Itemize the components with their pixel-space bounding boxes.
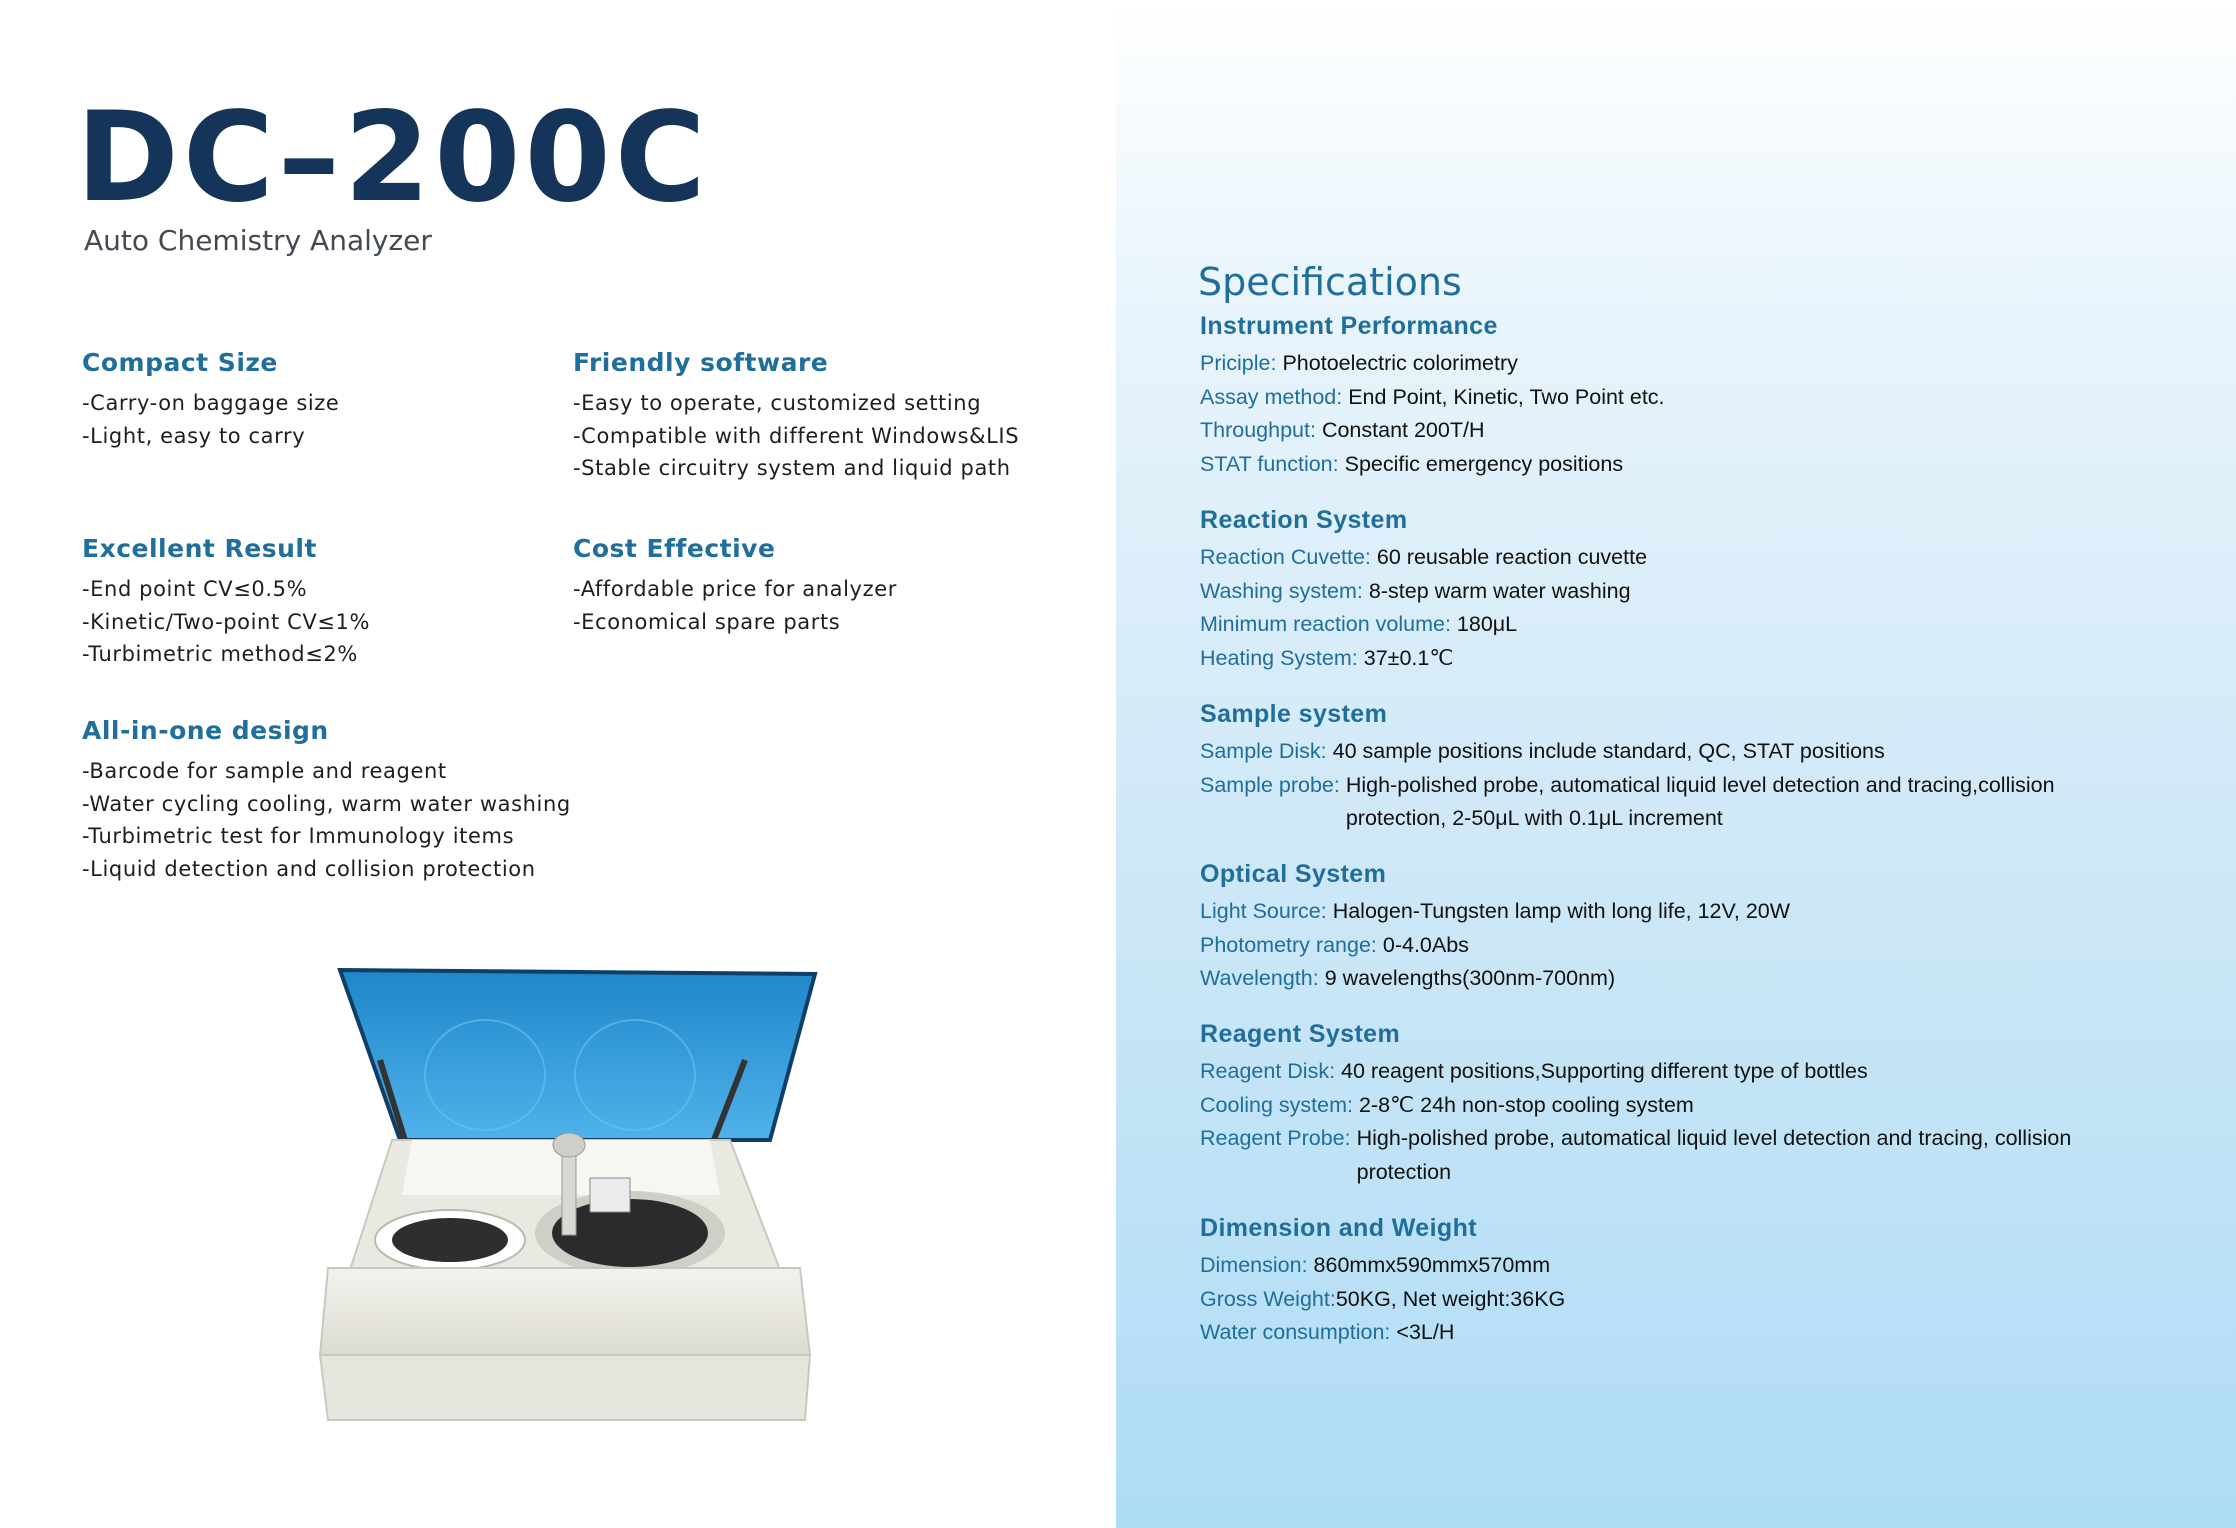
spec-section-title: Reagent System bbox=[1200, 1020, 1401, 1048]
spec-value: 40 sample positions include standard, QC, STAT positions bbox=[1332, 739, 1885, 763]
spec-row bbox=[1200, 1055, 2210, 1089]
spec-value: 37±0.1℃ bbox=[1363, 645, 1454, 670]
spec-label: Gross Weight: bbox=[1200, 1286, 1336, 1311]
spec-section-dimension-weight bbox=[1200, 1214, 2210, 1350]
spec-value: 860mmx590mmx570mm bbox=[1313, 1253, 1551, 1277]
spec-row bbox=[1200, 448, 2210, 482]
spec-section-title: Optical System bbox=[1200, 860, 1387, 888]
left-panel bbox=[0, 0, 1116, 1528]
feature-compact-size bbox=[82, 348, 562, 452]
spec-value: Constant 200T/H bbox=[1321, 418, 1485, 442]
spec-row bbox=[1200, 381, 2210, 415]
feature-item: -Water cycling cooling, warm water washing bbox=[82, 791, 571, 816]
spec-label: Water consumption: bbox=[1200, 1320, 1391, 1344]
spec-row bbox=[1200, 575, 2210, 609]
feature-title: All-in-one design bbox=[82, 716, 329, 745]
feature-title: Excellent Result bbox=[82, 534, 317, 563]
spec-row bbox=[1200, 608, 2210, 642]
spec-row bbox=[1200, 347, 2210, 381]
spec-section-title: Reaction System bbox=[1200, 506, 1408, 534]
feature-friendly-software bbox=[573, 348, 1053, 485]
spec-row bbox=[1200, 962, 2210, 996]
spec-label: Heating System: bbox=[1200, 645, 1358, 670]
spec-section-reagent-system bbox=[1200, 1020, 2210, 1189]
spec-label: Reagent Probe: bbox=[1200, 1126, 1351, 1150]
spec-value: Halogen-Tungsten lamp with long life, 12V, 20W bbox=[1332, 899, 1791, 923]
spec-row bbox=[1200, 895, 2210, 929]
spec-value: High-polished probe, automatical liquid level detection and tracing, collision protection bbox=[1356, 1126, 2072, 1184]
spec-value: 50KG, Net weight:36KG bbox=[1335, 1286, 1566, 1311]
spec-section-title: Sample system bbox=[1200, 700, 1388, 728]
spec-label: Wavelength: bbox=[1200, 966, 1319, 990]
spec-value: 2-8℃ 24h non-stop cooling system bbox=[1358, 1092, 1694, 1117]
feature-item: -Carry-on baggage size bbox=[82, 391, 340, 415]
feature-item: -Affordable price for analyzer bbox=[573, 577, 897, 601]
spec-label: Cooling system: bbox=[1200, 1092, 1353, 1117]
feature-item: -Compatible with different Windows&LIS bbox=[573, 423, 1020, 448]
feature-item: -Kinetic/Two-point CV≤1% bbox=[82, 609, 371, 634]
feature-item: -Turbimetric method≤2% bbox=[82, 642, 358, 666]
spec-label: Throughput: bbox=[1200, 418, 1316, 442]
spec-row bbox=[1200, 1249, 2210, 1283]
spec-label: Washing system: bbox=[1200, 578, 1363, 603]
spec-row bbox=[1200, 541, 2210, 575]
spec-label: Photometry range: bbox=[1200, 932, 1377, 957]
model-title: DC–200C bbox=[76, 86, 710, 230]
feature-cost-effective bbox=[573, 534, 1053, 638]
spec-value: High-polished probe, automatical liquid level detection and tracing,collision protection, 2-50μL with 0.1μL increment bbox=[1345, 772, 2055, 830]
spec-row bbox=[1200, 1089, 2210, 1123]
spec-row bbox=[1200, 769, 2210, 836]
spec-label: Assay method: bbox=[1200, 384, 1343, 409]
feature-title: Cost Effective bbox=[573, 534, 776, 563]
spec-value: Photoelectric colorimetry bbox=[1282, 351, 1518, 375]
specifications-title: Specifications bbox=[1198, 259, 1462, 304]
spec-value: 8-step warm water washing bbox=[1368, 578, 1631, 603]
spec-section-reaction-system bbox=[1200, 506, 2210, 675]
feature-item: -Barcode for sample and reagent bbox=[82, 759, 447, 783]
spec-row bbox=[1200, 1283, 2210, 1317]
spec-value: 180μL bbox=[1456, 612, 1518, 636]
feature-item: -Turbimetric test for Immunology items bbox=[82, 824, 515, 848]
spec-section-title: Dimension and Weight bbox=[1200, 1214, 1477, 1242]
spec-value: Specific emergency positions bbox=[1344, 451, 1624, 476]
spec-label: Priciple: bbox=[1200, 351, 1277, 375]
spec-label: Light Source: bbox=[1200, 899, 1327, 923]
spec-row bbox=[1200, 642, 2210, 676]
feature-item: -Stable circuitry system and liquid path bbox=[573, 456, 1011, 480]
feature-title: Friendly software bbox=[573, 348, 829, 377]
spec-value: 0-4.0Abs bbox=[1382, 932, 1469, 957]
spec-label: Reaction Cuvette: bbox=[1200, 545, 1371, 569]
analyzer-product-image bbox=[300, 950, 860, 1430]
feature-item: -Liquid detection and collision protection bbox=[82, 856, 536, 881]
feature-excellent-result bbox=[82, 534, 562, 671]
feature-item: -Light, easy to carry bbox=[82, 423, 306, 448]
spec-row bbox=[1200, 929, 2210, 963]
spec-label: Minimum reaction volume: bbox=[1200, 612, 1451, 636]
spec-row bbox=[1200, 735, 2210, 769]
feature-title: Compact Size bbox=[82, 348, 278, 377]
spec-section-sample-system bbox=[1200, 700, 2210, 836]
spec-section-instrument-performance bbox=[1200, 312, 2210, 481]
spec-label: STAT function: bbox=[1200, 451, 1339, 476]
spec-row bbox=[1200, 1122, 2210, 1189]
feature-item: -Easy to operate, customized setting bbox=[573, 391, 982, 415]
spec-section-title: Instrument Performance bbox=[1200, 312, 1498, 340]
spec-label: Dimension: bbox=[1200, 1253, 1308, 1277]
feature-item: -End point CV≤0.5% bbox=[82, 577, 308, 601]
spec-value: 9 wavelengths(300nm-700nm) bbox=[1324, 966, 1616, 990]
spec-value: 60 reusable reaction cuvette bbox=[1376, 545, 1648, 569]
feature-all-in-one bbox=[82, 716, 571, 885]
spec-label: Sample Disk: bbox=[1200, 739, 1327, 763]
spec-value: 40 reagent positions,Supporting different type of bottles bbox=[1341, 1059, 1868, 1083]
spec-label: Sample probe: bbox=[1200, 772, 1340, 797]
spec-row bbox=[1200, 1316, 2210, 1350]
spec-row bbox=[1200, 414, 2210, 448]
spec-value: End Point, Kinetic, Two Point etc. bbox=[1348, 384, 1665, 409]
spec-label: Reagent Disk: bbox=[1200, 1059, 1336, 1083]
feature-item: -Economical spare parts bbox=[573, 609, 841, 634]
spec-value: <3L/H bbox=[1396, 1320, 1455, 1344]
product-subtitle: Auto Chemistry Analyzer bbox=[84, 224, 432, 257]
spec-section-optical-system bbox=[1200, 860, 2210, 996]
